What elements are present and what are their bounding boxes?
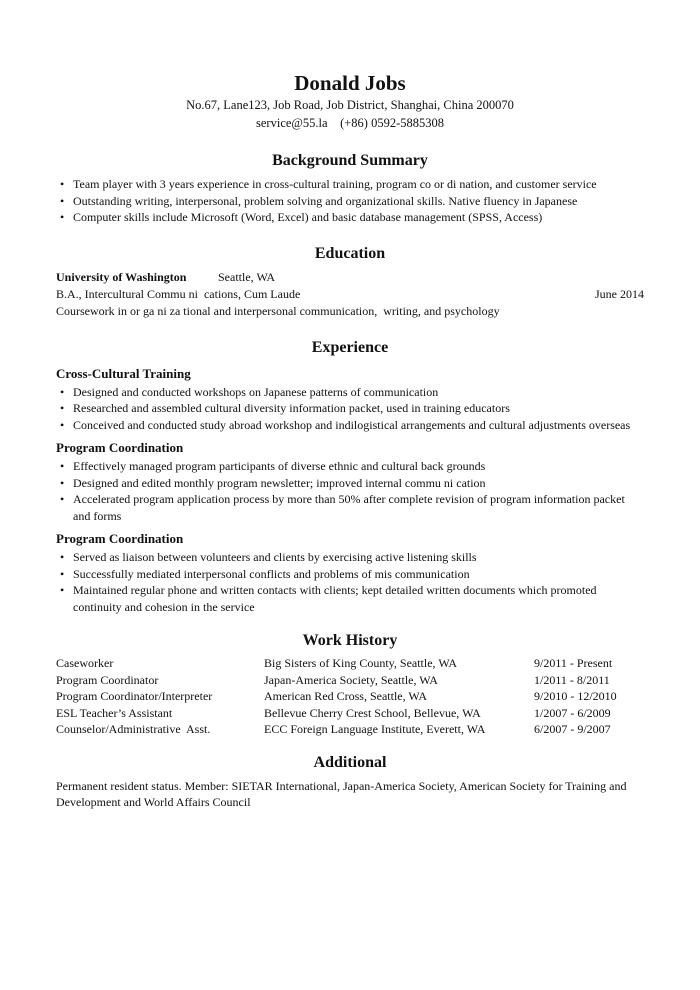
- section-title-work-history: Work History: [302, 632, 398, 649]
- section-title-summary: Background Summary: [272, 152, 428, 169]
- bullet-icon: •: [60, 177, 65, 191]
- list-item: • Computer skills include Microsoft (Word, Excel) and basic database management (SPSS, Access): [60, 210, 543, 224]
- list-item: • Successfully mediated interpersonal conflicts and problems of mis communication: [60, 566, 470, 581]
- list-item: • Designed and edited monthly program newsletter; improved internal commu ni cation: [60, 475, 486, 490]
- employer: ECC Foreign Language Institute, Everett, WA: [264, 722, 486, 736]
- address-line: No.67, Lane123, Job Road, Job District, Shanghai, China 200070: [186, 98, 514, 112]
- bullet-icon: •: [60, 459, 65, 473]
- additional-text: Permanent resident status. Member: SIETAR International, Japan-America Society, American Society for Training and Development and World Affairs Council: [56, 778, 627, 809]
- list-item: • Researched and assembled cultural diversity information packet, used in training educators: [60, 401, 510, 415]
- table-row: [56, 705, 644, 722]
- contact-line: service@55.la (+86) 0592-5885308: [256, 116, 444, 130]
- employer: Big Sisters of King County, Seattle, WA: [264, 656, 457, 670]
- experience-group-heading: Program Coordination: [56, 440, 184, 455]
- job-dates: 9/2010 - 12/2010: [534, 689, 617, 703]
- list-item: • Accelerated program application process by more than 50% after complete revision of program information packet and forms: [60, 492, 625, 523]
- coursework: Coursework in or ga ni za tional and interpersonal communication, writing, and psychology: [56, 303, 500, 318]
- experience-group-heading: Program Coordination: [56, 531, 184, 546]
- school-location: Seattle, WA: [218, 269, 276, 284]
- bullet-icon: •: [60, 417, 65, 432]
- section-title-additional: Additional: [313, 753, 387, 771]
- job-dates: 6/2007 - 9/2007: [534, 722, 611, 736]
- bullet-icon: •: [60, 475, 65, 490]
- bullet-icon: •: [60, 492, 65, 506]
- list-item: • Conceived and conducted study abroad workshop and indilogistical arrangements and cultural adjustments overseas: [60, 417, 631, 432]
- degree-row: [56, 286, 644, 303]
- section-title-experience: Experience: [311, 338, 389, 356]
- bullet-icon: •: [60, 384, 65, 399]
- work-history-section: [56, 630, 644, 738]
- table-row: [56, 688, 644, 705]
- employer: Bellevue Cherry Crest School, Bellevue, WA: [264, 705, 481, 720]
- background-summary-section: [56, 150, 644, 226]
- job-dates: 1/2007 - 6/2009: [534, 705, 611, 720]
- list-item: • Served as liaison between volunteers and clients by exercising active listening skills: [60, 550, 477, 564]
- job-title: Program Coordinator: [56, 672, 159, 687]
- education-section: [56, 243, 644, 320]
- list-item: • Effectively managed program participants of diverse ethnic and cultural back grounds: [60, 459, 486, 473]
- bullet-icon: •: [60, 401, 65, 415]
- experience-group-heading: Cross-Cultural Training: [56, 365, 191, 381]
- summary-list: [56, 176, 644, 226]
- section-title-education: Education: [314, 244, 386, 262]
- list-item: • Maintained regular phone and written contacts with clients; kept detailed written documents which promoted continuity and cohesion in the service: [60, 583, 597, 614]
- job-title: Program Coordinator/Interpreter: [56, 689, 213, 703]
- work-history-table: [56, 655, 644, 738]
- experience-group: [56, 439, 644, 524]
- bullet-icon: •: [60, 583, 65, 597]
- table-row: [56, 672, 644, 689]
- bullet-icon: •: [60, 193, 65, 208]
- table-row: [56, 655, 644, 672]
- list-item: • Team player with 3 years experience in cross-cultural training, program co or di nation, and customer service: [60, 177, 597, 191]
- experience-group: [56, 530, 644, 615]
- experience-group: [56, 365, 644, 434]
- additional-section: [56, 752, 644, 811]
- bullet-icon: •: [60, 550, 65, 564]
- school-name: University of Washington: [56, 269, 187, 284]
- job-dates: 1/2011 - 8/2011: [534, 672, 610, 687]
- employer: American Red Cross, Seattle, WA: [264, 689, 428, 703]
- job-title: ESL Teacher’s Assistant: [56, 705, 173, 720]
- job-title: Counselor/Administrative Asst.: [56, 722, 211, 736]
- bullet-icon: •: [60, 566, 65, 581]
- degree: B.A., Intercultural Commu ni cations, Cum Laude: [56, 286, 301, 301]
- school-row: [56, 269, 644, 286]
- graduation-date: June 2014: [595, 286, 644, 301]
- experience-section: [56, 337, 644, 616]
- table-row: [56, 721, 644, 738]
- list-item: • Designed and conducted workshops on Japanese patterns of communication: [60, 384, 439, 399]
- employer: Japan-America Society, Seattle, WA: [264, 672, 438, 687]
- candidate-name: Donald Jobs: [294, 71, 406, 95]
- job-title: Caseworker: [56, 656, 114, 670]
- list-item: • Outstanding writing, interpersonal, problem solving and organizational skills. Native fluency in Japanese: [60, 193, 578, 208]
- bullet-icon: •: [60, 210, 65, 224]
- job-dates: 9/2011 - Present: [534, 656, 613, 670]
- resume-header: [56, 0, 644, 132]
